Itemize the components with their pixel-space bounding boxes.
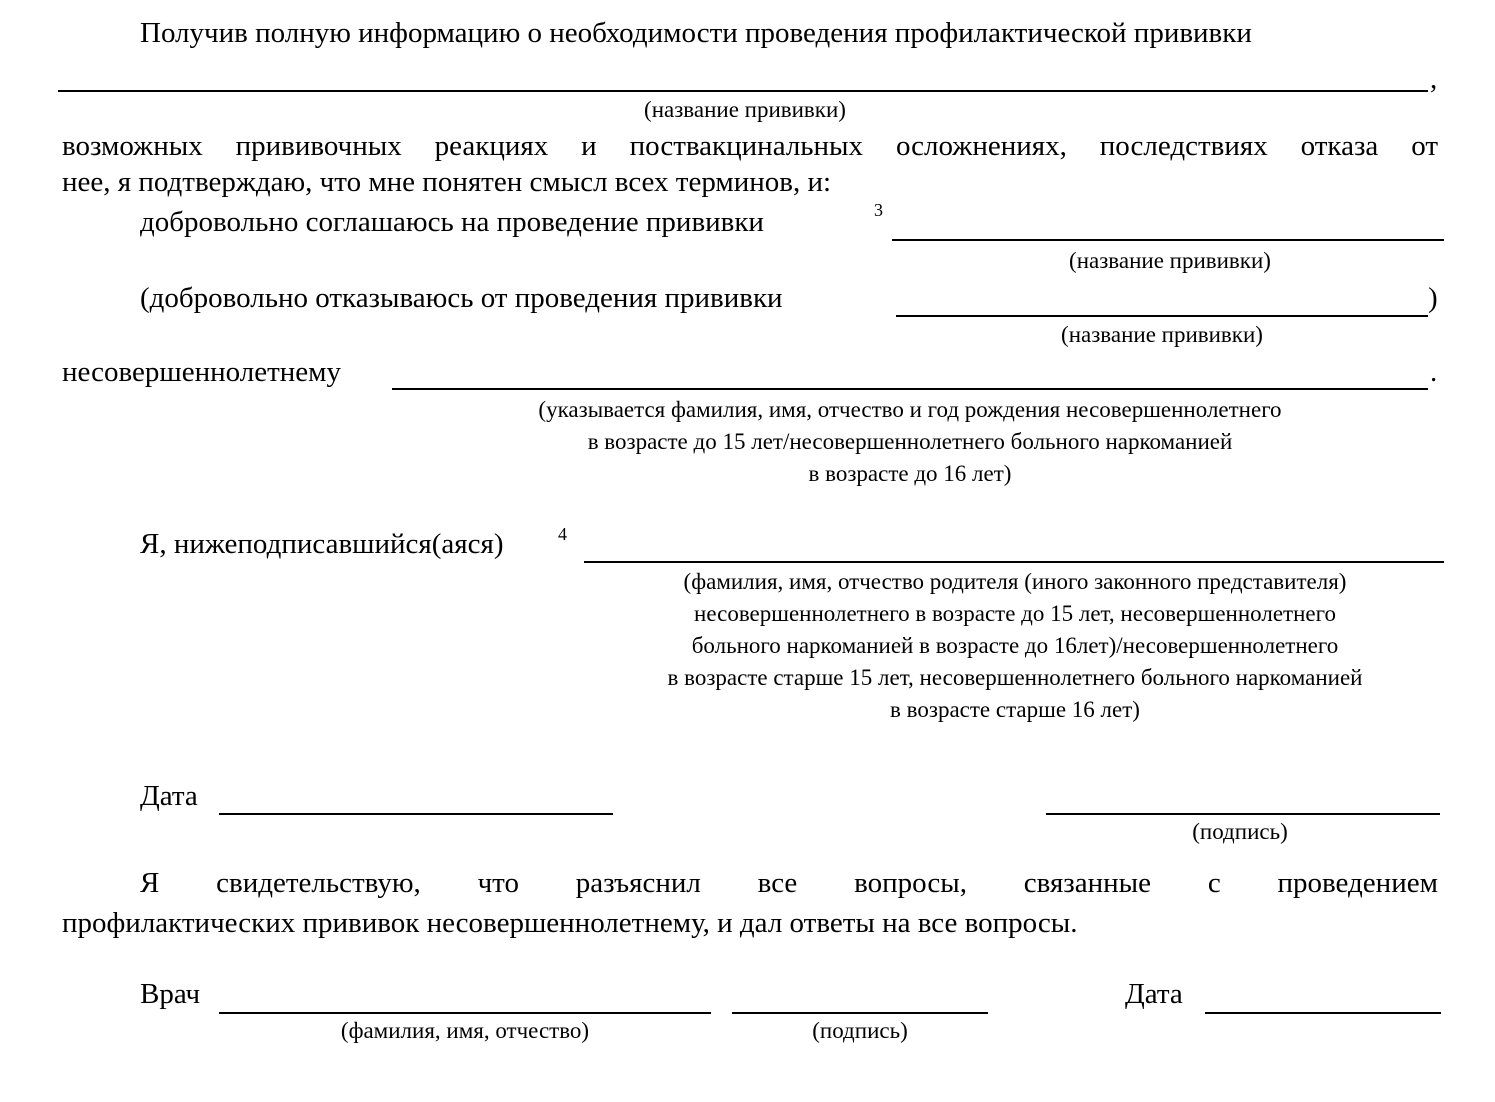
refusal-vaccine-field[interactable] [896, 315, 1428, 317]
minor-caption-line-1: (указывается фамилия, имя, отчество и год рождения несовершеннолетнего [538, 397, 1282, 422]
guardian-caption-line-2: несовершеннолетнего в возрасте до 15 лет, несовершеннолетнего [694, 601, 1336, 626]
refusal-caption: (название прививки) [1061, 322, 1263, 347]
doctor-signature-caption: (подпись) [812, 1018, 908, 1043]
witness-word: все [757, 867, 798, 899]
minor-period: . [1430, 356, 1438, 388]
minor-caption-line-2: в возрасте до 15 лет/несовершеннолетнего больного наркоманией [587, 429, 1233, 454]
guardian-caption-line-5: в возрасте старше 16 лет) [890, 697, 1140, 722]
refusal-text: (добровольно отказываюсь от проведения прививки [140, 282, 783, 314]
vaccine-name-caption: (название прививки) [644, 97, 846, 122]
minor-caption-line-3: в возрасте до 16 лет) [808, 461, 1012, 486]
signature-caption: (подпись) [1192, 819, 1288, 844]
consent-text: добровольно соглашаюсь на проведение прививки [140, 206, 764, 238]
intro-comma: , [1430, 63, 1438, 95]
witness-word: с [1207, 867, 1221, 899]
minor-label: несовершеннолетнему [62, 356, 341, 388]
witness-line-2: профилактических прививок несовершеннолетнему, и дал ответы на все вопросы. [62, 907, 1078, 939]
doctor-date-field[interactable] [1205, 1012, 1441, 1014]
refusal-close-paren: ) [1428, 282, 1438, 314]
witness-word: Я [140, 867, 160, 899]
date-field[interactable] [219, 813, 613, 815]
undersigned-label: Я, нижеподписавшийся(аяся) [140, 528, 504, 560]
consent-caption: (название прививки) [1069, 248, 1271, 273]
guardian-caption-line-1: (фамилия, имя, отчество родителя (иного законного представителя) [683, 569, 1347, 594]
witness-word: свидетельствую, [216, 867, 421, 899]
witness-word: разъяснил [575, 867, 701, 899]
undersigned-footnote: 4 [558, 524, 567, 544]
doctor-label: Врач [140, 978, 201, 1010]
witness-line-1 [140, 866, 1438, 900]
intro-line-1: Получив полную информацию о необходимости проведения профилактической прививки [140, 17, 1252, 49]
guardian-name-field[interactable] [584, 561, 1444, 563]
witness-word: вопросы, [854, 867, 967, 899]
signature-field[interactable] [1046, 813, 1440, 815]
vaccine-name-field[interactable] [58, 90, 1428, 92]
intro-line-3: нее, я подтверждаю, что мне понятен смысл всех терминов, и: [62, 166, 832, 198]
witness-word: связанные [1023, 867, 1152, 899]
minor-name-field[interactable] [392, 388, 1428, 390]
consent-vaccine-field[interactable] [892, 239, 1444, 241]
doctor-signature-field[interactable] [732, 1012, 988, 1014]
doctor-name-caption: (фамилия, имя, отчество) [340, 1018, 590, 1043]
witness-word: что [477, 867, 519, 899]
date-label: Дата [140, 780, 198, 812]
doctor-name-field[interactable] [219, 1012, 711, 1014]
doctor-date-label: Дата [1125, 978, 1183, 1010]
guardian-caption-line-4: в возрасте старше 15 лет, несовершеннолетнего больного наркоманией [667, 665, 1363, 690]
witness-word: проведением [1277, 867, 1438, 899]
intro-line-2: возможных прививочных реакциях и поствакцинальных осложнениях, последствиях отказа от [62, 130, 1438, 162]
guardian-caption-line-3: больного наркоманией в возрасте до 16лет)/несовершеннолетнего [691, 633, 1339, 658]
consent-footnote: 3 [874, 200, 883, 220]
